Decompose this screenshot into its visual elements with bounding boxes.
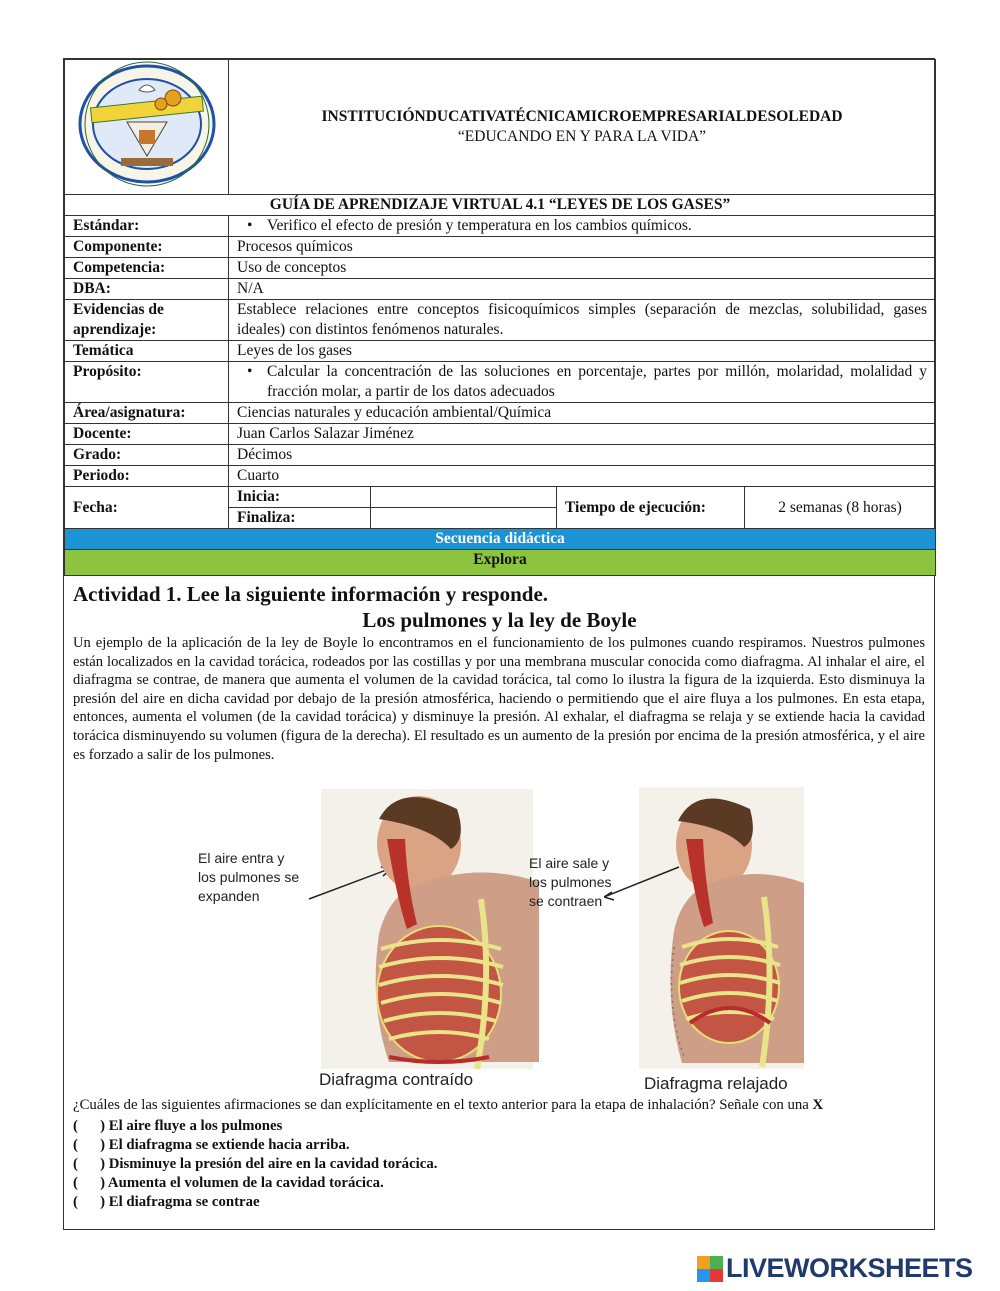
- competencia-label: Competencia:: [65, 258, 229, 279]
- periodo-label: Periodo:: [65, 466, 229, 487]
- left-caption: Diafragma contraído: [319, 1070, 474, 1089]
- componente-value: Procesos químicos: [229, 237, 936, 258]
- grado-label: Grado:: [65, 445, 229, 466]
- answer-option[interactable]: ( ) El diafragma se contrae: [73, 1194, 260, 1210]
- worksheet: [63, 58, 935, 1230]
- question-text: ¿Cuáles de las siguientes afirmaciones se dan explícitamente en el texto anterior para la etapa de inhalación? Señale con una: [73, 1097, 813, 1113]
- dba-label: DBA:: [65, 279, 229, 300]
- finaliza-input[interactable]: [371, 508, 557, 529]
- reading-paragraph: Un ejemplo de la aplicación de la ley de Boyle lo encontramos en el funcionamiento de los pulmones cuando respiramos. Nuestros pulmones están localizados en la cavidad torácica, rodeados por las costillas y por una membrana muscular conocida como diafragma. Al inhalar el aire, el diafragma se contrae, de manera que aumenta el volumen de la cavidad torácica, tal como lo ilustra la figura de la izquierda. Esto disminuya la presión del aire en dicha cavidad por debajo de la presión atmosférica, haciendo o permitiendo que el aire fluya a los pulmones. En esta etapa, entonces, aumenta el volumen (de la cavidad torácica) y disminuye la presión. Al exhalar, el diafragma se relaja y se extiende hacia la cavidad torácica disminuyendo su volumen (figura de la derecha). El resultado es un aumento de la presión por encima de la presión atmosférica, y el aire es forzado a salir de los pulmones.: [73, 635, 925, 763]
- guide-title: GUÍA DE APRENDIZAJE VIRTUAL 4.1 “LEYES DE LOS GASES”: [65, 195, 936, 216]
- inicia-input[interactable]: [371, 487, 557, 508]
- left-label-line: expanden: [198, 888, 260, 904]
- institution-motto: “EDUCANDO EN Y PARA LA VIDA”: [457, 128, 707, 145]
- fecha-label: Fecha:: [65, 487, 229, 529]
- periodo-value: Cuarto: [229, 466, 936, 487]
- answer-option[interactable]: ( ) El aire fluye a los pulmones: [73, 1118, 283, 1134]
- tiempo-value: 2 semanas (8 horas): [745, 487, 936, 529]
- brand-name: LIVEWORKSHEETS: [726, 1253, 973, 1283]
- explora-banner: Explora: [65, 550, 936, 576]
- docente-value: Juan Carlos Salazar Jiménez: [229, 424, 936, 445]
- dba-value: N/A: [229, 279, 936, 300]
- question-mark: X: [812, 1097, 824, 1113]
- proposito-value: [229, 362, 936, 403]
- area-label: Área/asignatura:: [65, 403, 229, 424]
- left-label-line: El aire entra y: [198, 850, 285, 866]
- school-logo: [65, 60, 229, 188]
- inhale-illustration: [269, 789, 544, 1074]
- estandar-value: [229, 216, 936, 237]
- answer-option[interactable]: ( ) Disminuye la presión del aire en la cavidad torácica.: [73, 1156, 438, 1172]
- left-label-line: los pulmones se: [198, 869, 300, 885]
- right-caption: Diafragma relajado: [644, 1074, 788, 1093]
- finaliza-label: Finaliza:: [229, 508, 371, 529]
- info-table: [64, 59, 936, 576]
- componente-label: Componente:: [65, 237, 229, 258]
- institution-cell: [229, 60, 936, 195]
- institution-name: INSTITUCIÓNDUCATIVATÉCNICAMICROEMPRESARIALDESOLEDAD: [321, 108, 843, 125]
- section-subtitle: Los pulmones y la ley de Boyle: [362, 608, 637, 632]
- proposito-label: Propósito:: [65, 362, 229, 403]
- estandar-label: Estándar:: [65, 216, 229, 237]
- activity-title: Actividad 1. Lee la siguiente información y responde.: [73, 582, 549, 606]
- estandar-bullet: • Verifico el efecto de presión y temperatura en los cambios químicos.: [237, 216, 927, 236]
- liveworksheets-logo-icon: [697, 1256, 723, 1282]
- right-figure-label: [529, 854, 612, 911]
- secuencia-banner: Secuencia didáctica: [65, 529, 936, 550]
- answer-options: [73, 1117, 437, 1212]
- tematica-label: Temática: [65, 341, 229, 362]
- right-label-line: El aire sale y: [529, 855, 610, 871]
- evidencias-value: Establece relaciones entre conceptos fisicoquímicos simples (separación de mezclas, solubilidad, gases ideales) con distintos fenómenos naturales.: [229, 300, 936, 341]
- right-label-line: los pulmones: [529, 874, 612, 890]
- exhale-illustration: [604, 787, 809, 1072]
- logo-cell: [65, 60, 229, 195]
- competencia-value: Uso de conceptos: [229, 258, 936, 279]
- tematica-value: Leyes de los gases: [229, 341, 936, 362]
- evidencias-label: Evidencias de aprendizaje:: [65, 300, 229, 341]
- inicia-label: Inicia:: [229, 487, 371, 508]
- proposito-bullet: • Calcular la concentración de las soluciones en porcentaje, partes por millón, molaridad, molalidad y fracción molar, a partir de los datos adecuados: [237, 362, 927, 402]
- answer-option[interactable]: ( ) El diafragma se extiende hacia arriba.: [73, 1137, 350, 1153]
- grado-value: Décimos: [229, 445, 936, 466]
- tiempo-label: Tiempo de ejecución:: [557, 487, 745, 529]
- area-value: Ciencias naturales y educación ambiental/Química: [229, 403, 936, 424]
- docente-label: Docente:: [65, 424, 229, 445]
- liveworksheets-brand[interactable]: [697, 1253, 973, 1284]
- answer-option[interactable]: ( ) Aumenta el volumen de la cavidad torácica.: [73, 1175, 384, 1191]
- right-label-line: se contraen: [529, 893, 603, 909]
- question: [73, 1097, 933, 1114]
